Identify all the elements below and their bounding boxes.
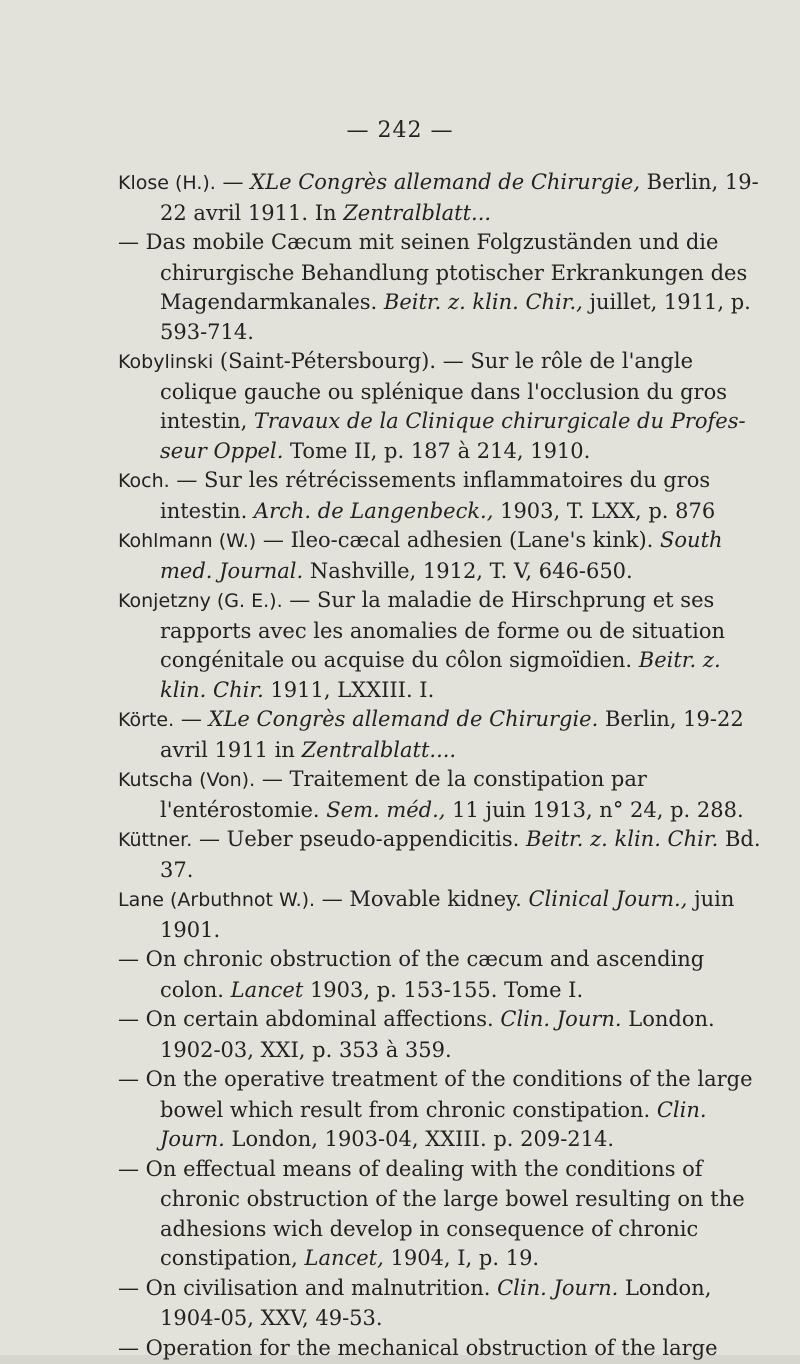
entry-author: Körte. bbox=[118, 709, 174, 731]
entry-text: 1904, I, p. 19. bbox=[384, 1246, 539, 1270]
bibliography-entry bbox=[118, 1334, 768, 1364]
entry-italic: Clin. Journ. bbox=[160, 1098, 707, 1152]
bibliography-entry bbox=[118, 466, 768, 526]
bibliography-entry bbox=[118, 705, 768, 765]
bibliography-entry bbox=[118, 765, 768, 825]
bibliography-entry bbox=[118, 825, 768, 885]
entry-italic: Travaux de la Clinique chirurgicale du Profes-seur Oppel. bbox=[160, 409, 746, 463]
entry-italic: Arch. de Langenbeck., bbox=[254, 499, 493, 523]
entry-text: juin 1901. bbox=[160, 887, 734, 942]
bibliography-entry bbox=[118, 1274, 768, 1334]
bibliography-entry bbox=[118, 1155, 768, 1274]
entry-text: — Sur les rétrécissements inflammatoires du gros intestin. bbox=[160, 468, 710, 523]
entry-italic: Sem. méd., bbox=[326, 798, 445, 822]
entry-text: Bd. 37. bbox=[160, 827, 761, 882]
entry-italic: Clinical Journ., bbox=[528, 887, 687, 911]
entry-text: — On civilisation and malnutrition. bbox=[118, 1276, 497, 1300]
entry-text: — On effectual means of dealing with the conditions of chronic obstruction of the large bowel resulting on the adhesions wich develop in consequence of chronic constipation, bbox=[118, 1157, 745, 1271]
entry-italic: Lancet, bbox=[305, 1246, 384, 1270]
page-number: — 242 — bbox=[0, 118, 800, 143]
entry-text: — On chronic obstruction of the cæcum and ascending colon. bbox=[118, 947, 704, 1002]
entry-italic: Clin. Journ. bbox=[497, 1276, 618, 1300]
entry-text: — Movable kidney. bbox=[315, 887, 528, 911]
entry-italic: Zentralblatt... bbox=[343, 201, 491, 225]
entry-text: Berlin, 19-22 avril 1911 in bbox=[160, 707, 744, 762]
entry-text: (Saint-Pétersbourg). — Sur le rôle de l'angle colique gauche ou splénique dans l'occlusion du gros intestin, bbox=[160, 349, 727, 433]
bibliography-entry bbox=[118, 168, 768, 228]
entry-author: Klose (H.). bbox=[118, 172, 216, 194]
entry-author: Küttner. bbox=[118, 829, 192, 851]
entry-italic: Lancet bbox=[231, 978, 304, 1002]
entry-text: — bbox=[174, 707, 208, 731]
entry-author: Kohlmann (W.) bbox=[118, 530, 256, 552]
entry-text: — Sur la maladie de Hirschprung et ses rapports avec les anomalies de forme ou de situation congénitale ou acquise du côlon sigmoïdien. bbox=[160, 588, 725, 672]
bibliography-entry bbox=[118, 1005, 768, 1065]
entry-text: — On the operative treatment of the conditions of the large bowel which result from chronic constipation. bbox=[118, 1067, 753, 1122]
bibliography-entry bbox=[118, 945, 768, 1005]
bibliography-entry bbox=[118, 885, 768, 945]
entry-author: Konjetzny (G. E.). bbox=[118, 590, 283, 612]
entry-text: Tome II, p. 187 à 214, 1910. bbox=[283, 439, 590, 463]
entry-text: 1903, p. 153-155. Tome I. bbox=[303, 978, 583, 1002]
entry-text: — Ileo-cæcal adhesien (Lane's kink). bbox=[256, 528, 660, 552]
entry-text: Nashville, 1912, T. V, 646-650. bbox=[303, 559, 633, 583]
entry-text: 11 juin 1913, n° 24, p. 288. bbox=[445, 798, 743, 822]
bibliography-entry bbox=[118, 1065, 768, 1155]
bibliography-entry bbox=[118, 347, 768, 466]
entry-author: Koch. bbox=[118, 470, 170, 492]
entry-italic: Clin. Journ. bbox=[500, 1007, 621, 1031]
entry-author: Kobylinski bbox=[118, 351, 213, 373]
entry-italic: Beitr. z. klin. Chir. bbox=[160, 648, 721, 702]
entry-text: London, 1903-04, XXIII. p. 209-214. bbox=[225, 1127, 614, 1151]
entry-text: London. 1902-03, XXI, p. 353 à 359. bbox=[160, 1007, 715, 1062]
entry-italic: South med. Journal. bbox=[160, 528, 723, 583]
entry-italic: Beitr. z. klin. Chir., bbox=[384, 290, 583, 314]
entry-text: — Das mobile Cæcum mit seinen Folgzuständen und die chirurgische Behandlung ptotischer Erkrankungen des Magendarmkanales. bbox=[118, 230, 747, 314]
entry-author: Kutscha (Von). bbox=[118, 769, 255, 791]
entry-text: — Ueber pseudo-appendicitis. bbox=[192, 827, 526, 851]
bibliography-entry bbox=[118, 586, 768, 705]
entry-text: — bbox=[216, 170, 250, 194]
entry-italic: Beitr. z. klin. Chir. bbox=[526, 827, 718, 851]
entry-italic: XLe Congrès allemand de Chirurgie. bbox=[209, 707, 599, 731]
entry-text: — On certain abdominal affections. bbox=[118, 1007, 500, 1031]
entry-text: Berlin, 19-22 avril 1911. In bbox=[160, 170, 759, 225]
entry-text: 1903, T. LXX, p. 876 bbox=[493, 499, 715, 523]
entry-text: — Traitement de la constipation par l'entérostomie. bbox=[160, 767, 647, 822]
entry-italic: XLe Congrès allemand de Chirurgie, bbox=[250, 170, 640, 194]
entry-italic: Zentralblatt.... bbox=[302, 738, 457, 762]
bibliography-entry bbox=[118, 526, 768, 586]
entry-text: juillet, 1911, p. 593-714. bbox=[160, 290, 751, 344]
bibliography-list bbox=[118, 168, 768, 1364]
entry-text: 1911, LXXIII. I. bbox=[264, 678, 435, 702]
entry-text: London, 1904-05, XXV, 49-53. bbox=[160, 1276, 711, 1331]
bibliography-entry bbox=[118, 228, 768, 347]
entry-text: — Operation for the mechanical obstruction of the large bbox=[118, 1336, 718, 1360]
entry-author: Lane (Arbuthnot W.). bbox=[118, 889, 315, 911]
